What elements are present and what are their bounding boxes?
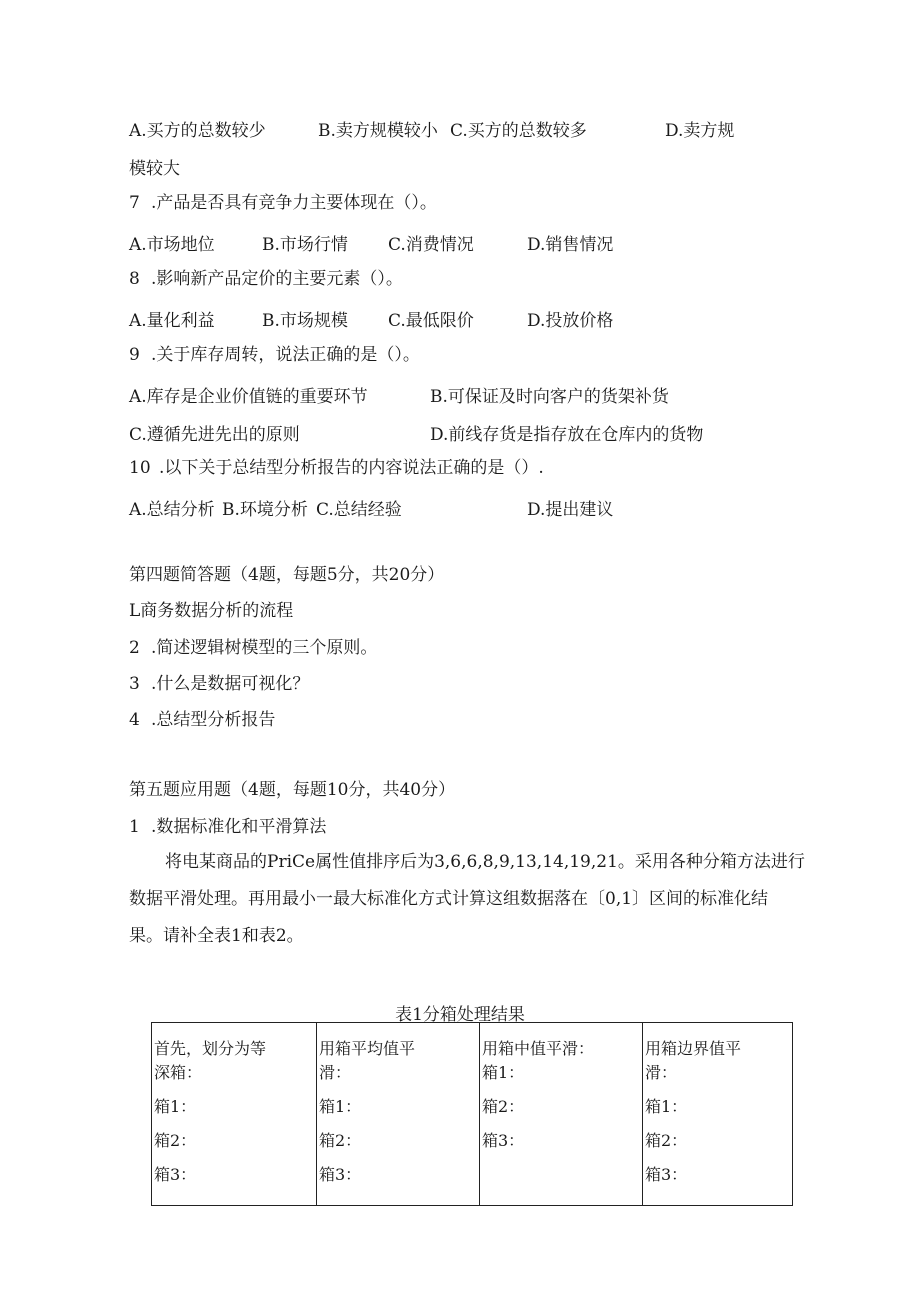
q8-option-d: D.投放价格: [527, 311, 614, 331]
cell-text: 用箱边界值平: [645, 1039, 742, 1058]
section-4-item-1: [129, 600, 293, 622]
question-text: .以下关于总结型分析报告的内容说法正确的是（）.: [159, 458, 544, 478]
cell-text: 箱2：: [154, 1131, 197, 1150]
item-text: .什么是数据可视化？: [151, 674, 310, 694]
cell-text: 滑：: [319, 1063, 352, 1082]
item-number: 3: [129, 674, 140, 694]
q8-option-c: C.最低限价: [388, 311, 474, 331]
cell-text: 箱3：: [645, 1165, 688, 1184]
q6-option-a: A.买方的总数较少: [129, 121, 266, 141]
q10-option-d: D.提出建议: [527, 500, 614, 520]
question-number: 1: [129, 817, 140, 837]
section-5-title: 第五题应用题（4题，每题10分，共40分）: [129, 780, 456, 800]
cell-text: 箱3：: [319, 1165, 362, 1184]
question-10: [129, 457, 544, 479]
q7-option-b: B.市场行情: [262, 235, 348, 255]
q9-option-d: D.前线存货是指存放在仓库内的货物: [430, 425, 704, 445]
paragraph-line-1: 将电某商品的PriCe属性值排序后为3,6,6,8,9,13,14,19,21。采用各种分箱方法进行: [165, 852, 805, 872]
q6-option-c: C.买方的总数较多: [450, 121, 587, 141]
question-text: .产品是否具有竞争力主要体现在（）。: [151, 193, 437, 213]
question-number: 10: [129, 458, 151, 478]
table-row: [152, 1023, 793, 1206]
cell-text: 箱2：: [482, 1097, 525, 1116]
table-1-caption: 表1分箱处理结果: [395, 1005, 525, 1025]
cell-text: 箱1：: [154, 1097, 197, 1116]
item-number: 4: [129, 710, 140, 730]
cell-text: 用箱平均值平: [319, 1039, 416, 1058]
q6-option-b: B.卖方规模较小: [318, 121, 438, 141]
item-text: .总结型分析报告: [151, 710, 276, 730]
cell-text: 箱2：: [645, 1131, 688, 1150]
section-5-question-1: [129, 816, 326, 838]
cell-text: 箱1：: [319, 1097, 362, 1116]
q8-option-a: A.量化利益: [129, 311, 215, 331]
cell-text: 箱3：: [482, 1131, 525, 1150]
q7-option-c: C.消费情况: [388, 235, 474, 255]
section-4-title: 第四题简答题（4题，每题5分，共20分）: [129, 565, 445, 585]
table-cell-median-smoothing: [480, 1023, 643, 1206]
cell-text: 箱1：: [482, 1063, 525, 1082]
q9-option-b: B.可保证及时向客户的货架补货: [430, 387, 669, 407]
q10-option-a: A.总结分析: [129, 500, 215, 520]
question-number: 8: [129, 269, 140, 289]
cell-text: 深箱：: [154, 1063, 203, 1082]
item-number: 2: [129, 638, 140, 658]
question-number: 9: [129, 345, 140, 365]
question-9: [129, 344, 420, 366]
q7-option-a: A.市场地位: [129, 235, 215, 255]
cell-text: 首先，划分为等: [154, 1039, 267, 1058]
q10-option-b: B.环境分析: [222, 500, 308, 520]
question-number: 7: [129, 193, 140, 213]
q7-option-d: D.销售情况: [527, 235, 614, 255]
q6-option-d-continued: 模较大: [129, 159, 180, 179]
table-cell-mean-smoothing: [317, 1023, 480, 1206]
q8-option-b: B.市场规模: [262, 311, 348, 331]
cell-text: 箱3：: [154, 1165, 197, 1184]
table-1: [151, 1022, 793, 1206]
table-cell-boundary-smoothing: [643, 1023, 793, 1206]
cell-text: 箱1：: [645, 1097, 688, 1116]
question-7: [129, 192, 437, 214]
q6-option-d: D.卖方规: [665, 121, 735, 141]
question-8: [129, 268, 403, 290]
cell-text: 滑：: [645, 1063, 678, 1082]
cell-text: 箱2：: [319, 1131, 362, 1150]
item-text: .简述逻辑树模型的三个原则。: [151, 638, 378, 658]
question-text: .数据标准化和平滑算法: [151, 817, 327, 837]
item-text: L商务数据分析的流程: [129, 601, 294, 621]
q9-option-c: C.遵循先进先出的原则: [129, 425, 300, 445]
section-4-item-4: [129, 709, 275, 731]
q10-option-c: C.总结经验: [316, 500, 402, 520]
section-4-item-3: [129, 673, 309, 695]
cell-text: 用箱中值平滑：: [482, 1039, 595, 1058]
question-text: .关于库存周转，说法正确的是（）。: [151, 345, 420, 365]
table-cell-equal-depth: [152, 1023, 317, 1206]
section-4-item-2: [129, 637, 377, 659]
question-text: .影响新产品定价的主要元素（）。: [151, 269, 403, 289]
paragraph-line-3: 果。请补全表1和表2。: [129, 926, 304, 946]
q9-option-a: A.库存是企业价值链的重要环节: [129, 387, 368, 407]
paragraph-line-2: 数据平滑处理。再用最小一最大标准化方式计算这组数据落在〔0,1〕区间的标准化结: [129, 889, 769, 909]
